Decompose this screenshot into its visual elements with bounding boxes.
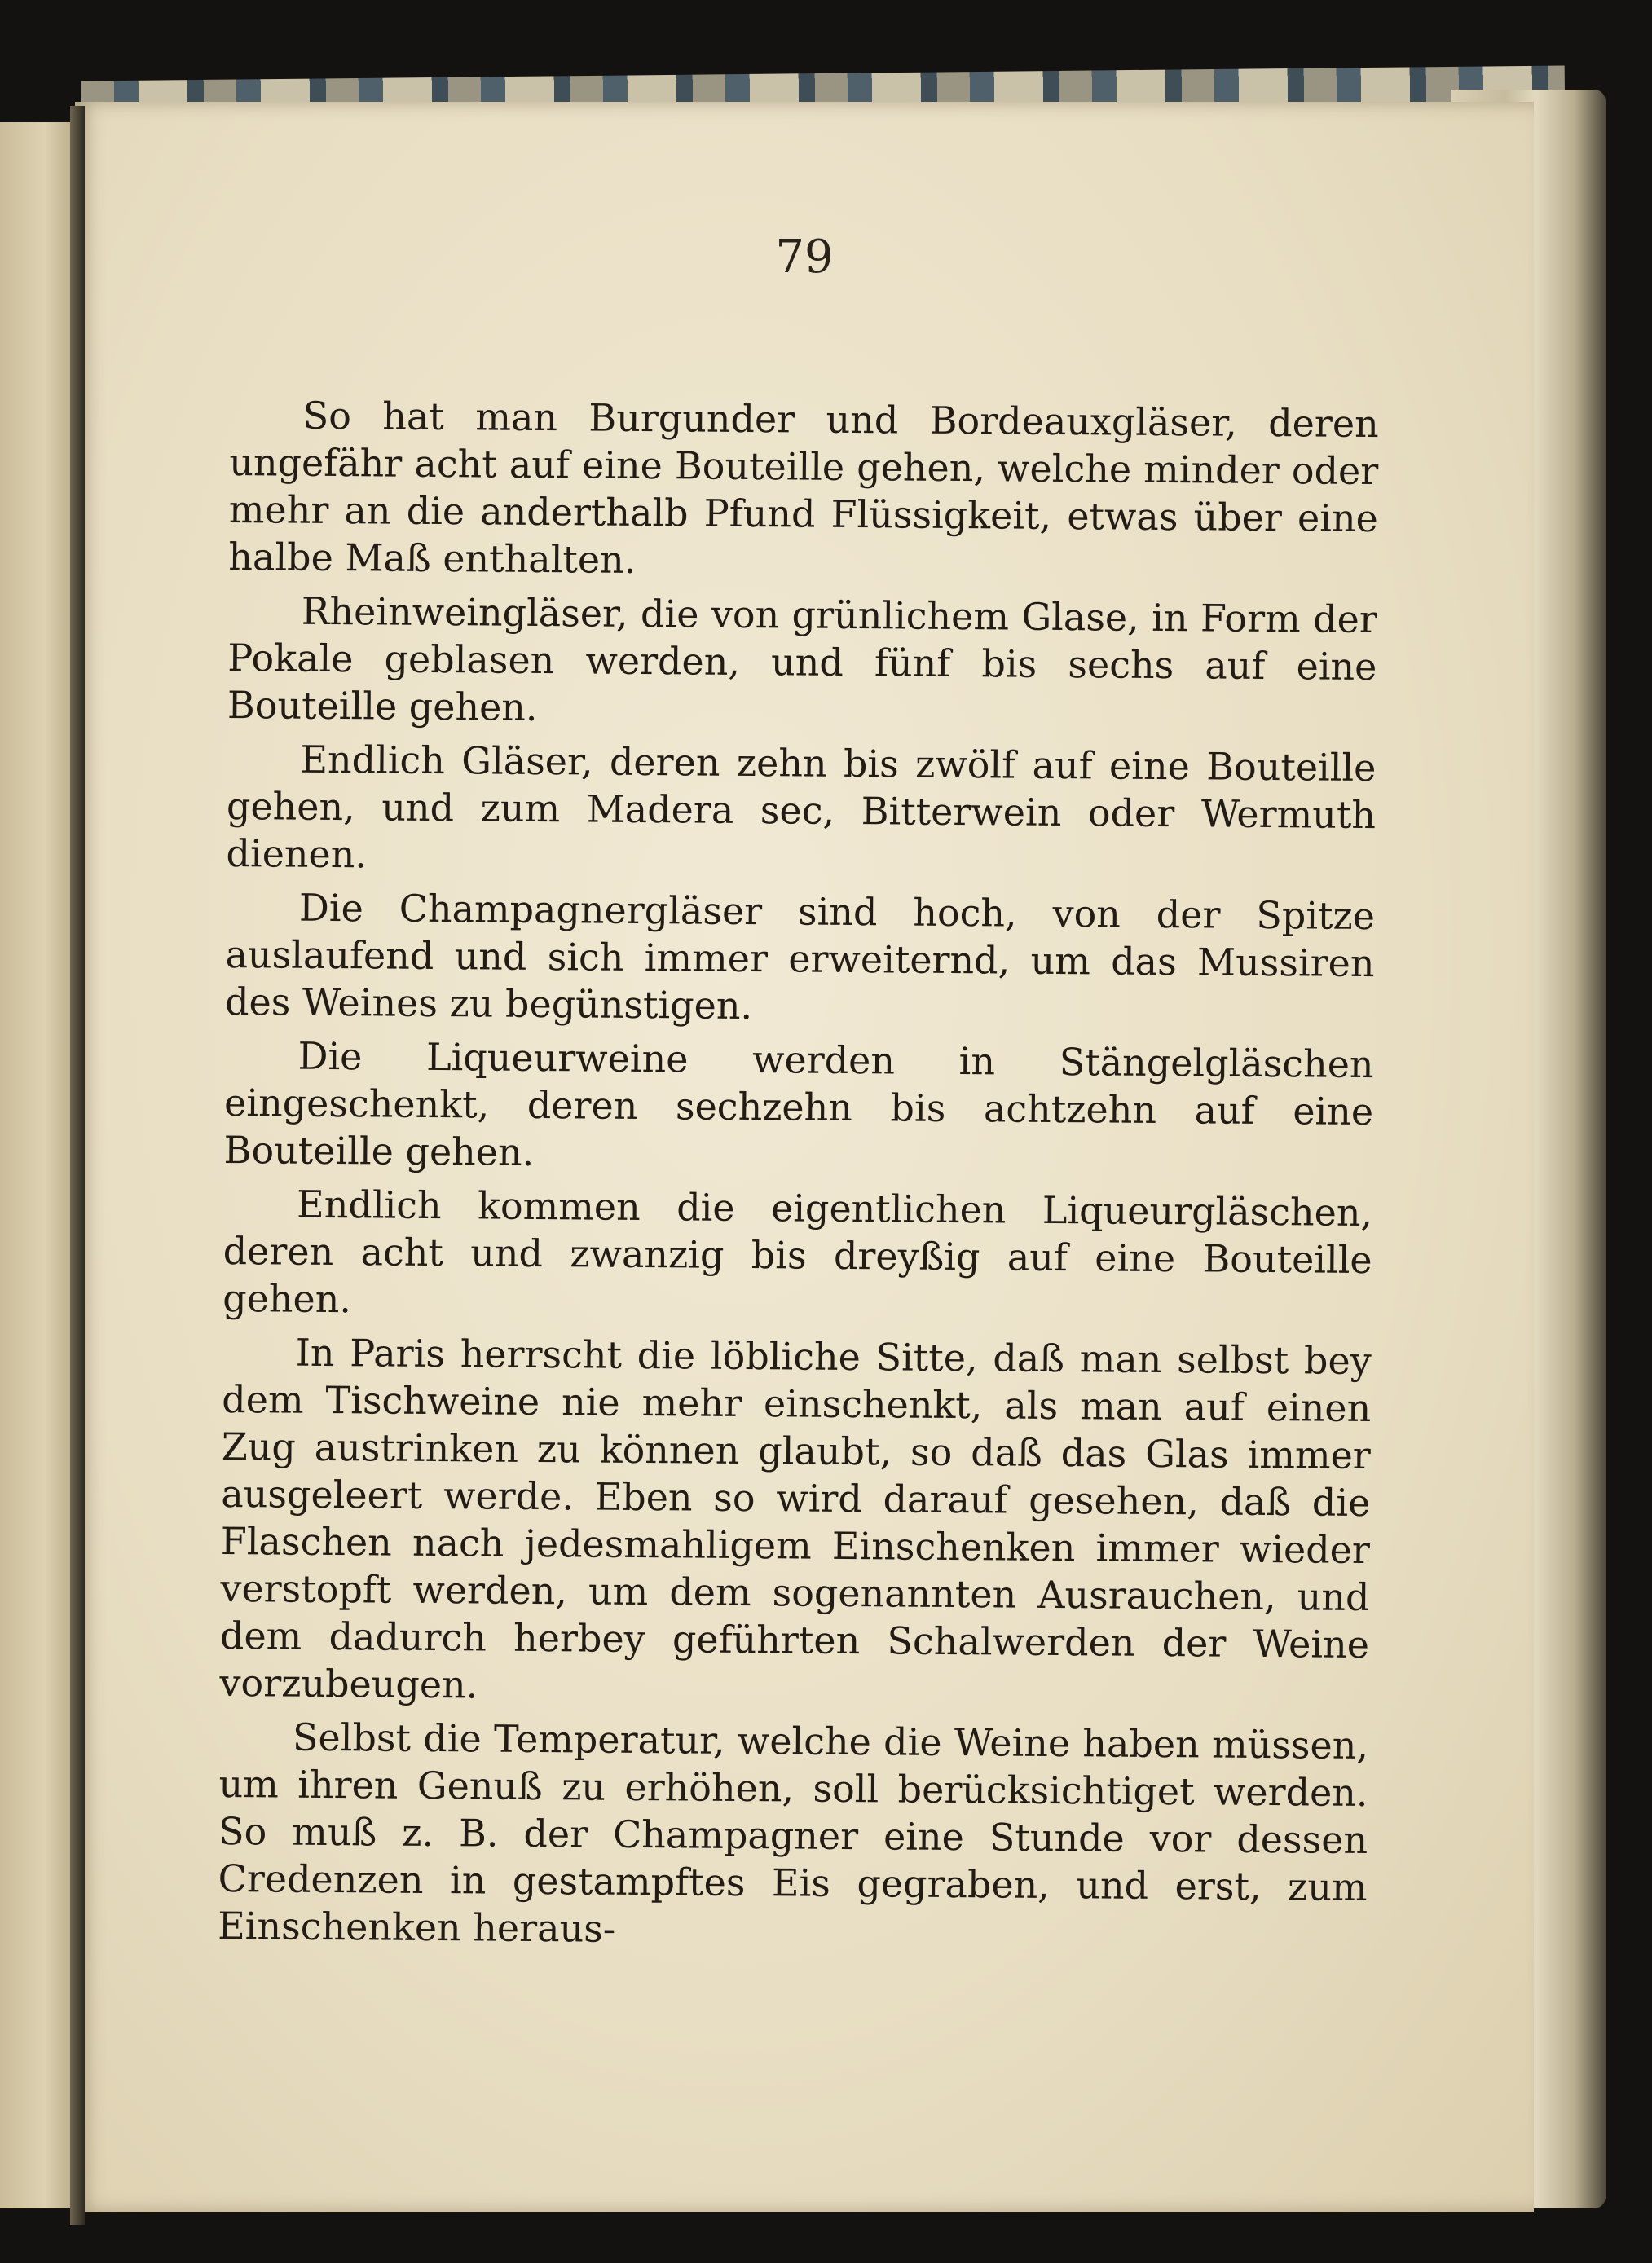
paragraph: Endlich Gläser, deren zehn bis zwölf auf eine Bouteille gehen, und zum Madera sec, Bitterwein oder Wermuth dienen.	[226, 737, 1377, 877]
paragraph: So hat man Burgunder und Bordeauxgläser, deren ungefähr acht auf eine Bouteille gehen, welche minder oder mehr an die anderthalb Pfund Flüssigkeit, etwas über eine halbe Maß enthalten.	[228, 393, 1379, 582]
paragraph: Selbst die Temperatur, welche die Weine haben müssen, um ihren Genuß zu erhöhen, soll berücksichtiget werden. So muß z. B. der Champagner eine Stunde vor dessen Credenzen in gestampftes Eis gegraben, und erst, zum Einschenken heraus-	[217, 1715, 1369, 1951]
paragraph: Endlich kommen die eigentlichen Liqueurgläschen, deren acht und zwanzig bis dreyßig auf eine Bouteille gehen.	[222, 1182, 1373, 1322]
book-page	[75, 102, 1534, 2212]
book-gutter	[70, 106, 85, 2225]
body-text	[218, 391, 1379, 1965]
paragraph: In Paris herrscht die löbliche Sitte, daß man selbst bey dem Tischweine nie mehr einschenkt, als man auf einen Zug austrinken zu können glaubt, so daß das Glas immer ausgeleert werde. Eben so wird darauf gesehen, daß die Flaschen nach jedesmahligem Einschenken immer wieder verstopft werden, um dem sogenannten Ausrauchen, und dem dadurch herbey geführten Schalwerden der Weine vorzubeugen.	[219, 1330, 1372, 1707]
facing-page-edge	[0, 122, 75, 2208]
paragraph: Die Liqueurweine werden in Stängelgläschen eingeschenkt, deren sechzehn bis achtzehn auf eine Bouteille gehen.	[223, 1033, 1374, 1174]
page-number: 79	[775, 231, 834, 284]
paragraph: Rheinweingläser, die von grünlichem Glase, in Form der Pokale geblasen werden, und fünf bis sechs auf eine Bouteille gehen.	[227, 588, 1378, 729]
paragraph: Die Champagnergläser sind hoch, von der Spitze auslaufend und sich immer erweiternd, um das Mussiren des Weines zu begünstigen.	[224, 885, 1376, 1028]
